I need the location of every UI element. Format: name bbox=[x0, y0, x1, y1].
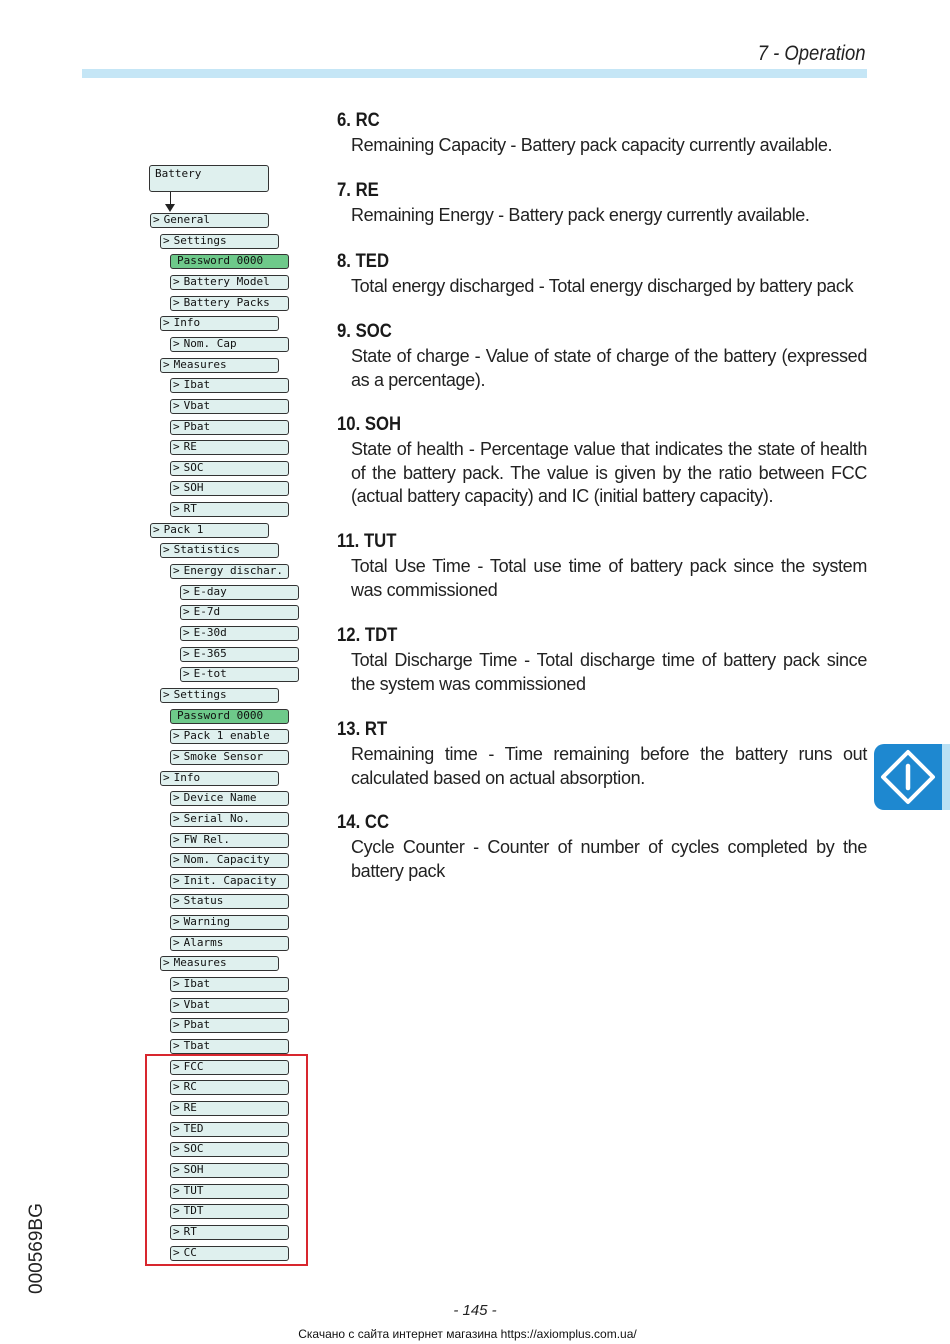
menu-node-label: Info bbox=[173, 316, 201, 330]
menu-node-label: RT bbox=[183, 1224, 197, 1238]
chevron-right-icon: > bbox=[173, 1245, 180, 1259]
info-diamond-icon bbox=[874, 744, 942, 810]
chevron-right-icon: > bbox=[183, 584, 190, 598]
item-heading: 6. RC bbox=[337, 110, 380, 131]
item-description: Remaining Energy - Battery pack energy currently available. bbox=[351, 205, 810, 225]
menu-node-label: General bbox=[163, 213, 210, 226]
chevron-right-icon: > bbox=[173, 997, 180, 1011]
menu-node-label: Password 0000 bbox=[177, 254, 264, 268]
chevron-right-icon: > bbox=[173, 481, 180, 495]
item-rt bbox=[337, 719, 867, 790]
menu-node-label: RC bbox=[183, 1080, 197, 1094]
menu-node-label: RT bbox=[183, 502, 197, 516]
chevron-right-icon: > bbox=[153, 213, 160, 226]
chevron-right-icon: > bbox=[173, 1121, 180, 1135]
menu-node-label: Tbat bbox=[183, 1039, 211, 1052]
chevron-right-icon: > bbox=[163, 770, 170, 784]
menu-node[interactable] bbox=[170, 275, 289, 290]
menu-node-label: TED bbox=[183, 1121, 204, 1135]
menu-node[interactable] bbox=[150, 213, 269, 228]
menu-node-label: Ibat bbox=[183, 977, 211, 990]
item-description: State of charge - Value of state of charge of the battery (expressed as a percentage). bbox=[351, 346, 867, 390]
menu-node[interactable] bbox=[170, 481, 289, 496]
menu-node[interactable] bbox=[180, 585, 299, 600]
chevron-right-icon: > bbox=[183, 667, 190, 681]
menu-node-label: Energy dischar. bbox=[183, 564, 283, 577]
menu-node[interactable] bbox=[160, 543, 279, 558]
menu-node-label: SOH bbox=[183, 481, 204, 495]
menu-node-label: FW Rel. bbox=[183, 832, 230, 846]
menu-node-label: FCC bbox=[183, 1059, 204, 1073]
menu-node-label: Statistics bbox=[173, 543, 240, 557]
chevron-right-icon: > bbox=[173, 1204, 180, 1218]
menu-node[interactable] bbox=[160, 956, 279, 971]
menu-node-label: RE bbox=[183, 440, 197, 454]
menu-arrow-head bbox=[165, 204, 175, 212]
menu-node[interactable] bbox=[170, 1039, 289, 1054]
menu-node-label: TUT bbox=[183, 1183, 204, 1197]
menu-node[interactable] bbox=[170, 894, 289, 909]
menu-node-label: E-30d bbox=[193, 626, 227, 639]
chevron-right-icon: > bbox=[163, 956, 170, 970]
menu-node[interactable] bbox=[170, 750, 289, 765]
menu-node-label: Measures bbox=[173, 956, 227, 970]
item-description: Total Use Time - Total use time of battery pack since the system was commissioned bbox=[351, 556, 867, 600]
menu-node[interactable] bbox=[170, 378, 289, 393]
chevron-right-icon: > bbox=[163, 688, 170, 701]
menu-password-node[interactable] bbox=[170, 254, 289, 269]
menu-node[interactable] bbox=[170, 461, 289, 476]
menu-node[interactable] bbox=[170, 337, 289, 352]
menu-node[interactable] bbox=[170, 998, 289, 1013]
item-heading: 7. RE bbox=[337, 180, 379, 201]
menu-node-label: TDT bbox=[183, 1204, 204, 1218]
chevron-right-icon: > bbox=[183, 605, 190, 619]
menu-node-label: E-7d bbox=[193, 605, 221, 619]
side-tab[interactable] bbox=[874, 744, 942, 810]
item-description: Total Discharge Time - Total discharge time of battery pack since the system was commissioned bbox=[351, 650, 867, 694]
chevron-right-icon: > bbox=[173, 336, 180, 350]
menu-node-label: Nom. Cap bbox=[183, 336, 237, 350]
menu-node-label: Warning bbox=[183, 915, 230, 929]
menu-node[interactable] bbox=[170, 729, 289, 744]
menu-node-label: Measures bbox=[173, 357, 227, 371]
menu-node[interactable] bbox=[170, 874, 289, 889]
menu-node-label: Nom. Capacity bbox=[183, 853, 270, 867]
item-rc bbox=[337, 110, 867, 158]
menu-node[interactable] bbox=[170, 977, 289, 992]
menu-node[interactable] bbox=[170, 936, 289, 951]
menu-node-label: Status bbox=[183, 894, 224, 908]
menu-node-label: Battery Packs bbox=[183, 295, 270, 309]
menu-node[interactable] bbox=[170, 1018, 289, 1033]
menu-node[interactable] bbox=[170, 915, 289, 930]
menu-node-label: Password 0000 bbox=[177, 708, 264, 722]
item-description: Cycle Counter - Counter of number of cycles completed by the battery pack bbox=[351, 837, 867, 881]
menu-node-label: Alarms bbox=[183, 935, 224, 949]
chevron-right-icon: > bbox=[173, 295, 180, 309]
menu-node-label: E-day bbox=[193, 584, 227, 598]
menu-node[interactable] bbox=[180, 667, 299, 682]
chevron-right-icon: > bbox=[173, 1142, 180, 1156]
menu-node[interactable] bbox=[180, 605, 299, 620]
menu-node[interactable] bbox=[180, 626, 299, 641]
item-heading: 12. TDT bbox=[337, 625, 398, 646]
chevron-right-icon: > bbox=[173, 935, 180, 949]
menu-node-label: Info bbox=[173, 770, 201, 784]
menu-node-label: Pack 1 bbox=[163, 522, 204, 536]
menu-node-label: Vbat bbox=[183, 398, 211, 412]
item-heading: 10. SOH bbox=[337, 414, 402, 435]
chevron-right-icon: > bbox=[173, 419, 180, 433]
menu-node-label: Pbat bbox=[183, 1018, 211, 1032]
chevron-right-icon: > bbox=[173, 977, 180, 990]
menu-node[interactable] bbox=[160, 358, 279, 373]
menu-node-label: Pack 1 enable bbox=[183, 729, 270, 743]
menu-node[interactable] bbox=[170, 791, 289, 806]
menu-node-label: RE bbox=[183, 1100, 197, 1114]
menu-node[interactable] bbox=[160, 771, 279, 786]
chevron-right-icon: > bbox=[173, 502, 180, 516]
chevron-right-icon: > bbox=[183, 626, 190, 639]
item-heading: 14. CC bbox=[337, 812, 390, 833]
document-code: 000569BG bbox=[26, 1203, 47, 1294]
chevron-right-icon: > bbox=[173, 378, 180, 392]
item-re bbox=[337, 180, 867, 228]
menu-password-node[interactable] bbox=[170, 709, 289, 724]
item-tdt bbox=[337, 625, 867, 696]
menu-node-label: Device Name bbox=[183, 791, 257, 805]
menu-node-label: Ibat bbox=[183, 378, 211, 392]
chevron-right-icon: > bbox=[173, 811, 180, 825]
chevron-right-icon: > bbox=[173, 1162, 180, 1176]
chevron-right-icon: > bbox=[173, 1080, 180, 1094]
item-heading: 9. SOC bbox=[337, 321, 392, 342]
menu-node[interactable] bbox=[170, 502, 289, 517]
chevron-right-icon: > bbox=[173, 440, 180, 454]
item-tut bbox=[337, 531, 867, 602]
chevron-right-icon: > bbox=[173, 1224, 180, 1238]
menu-node[interactable] bbox=[150, 523, 269, 538]
menu-node-label: Init. Capacity bbox=[183, 873, 277, 887]
item-description: Remaining time - Time remaining before the battery runs out calculated based on actual absorption. bbox=[351, 744, 867, 788]
menu-node[interactable] bbox=[170, 399, 289, 414]
chevron-right-icon: > bbox=[173, 564, 180, 577]
menu-node[interactable] bbox=[160, 234, 279, 249]
chevron-right-icon: > bbox=[173, 791, 180, 805]
menu-node-label: SOC bbox=[183, 1142, 204, 1156]
menu-node-label: E-365 bbox=[193, 646, 227, 660]
menu-node-label: Vbat bbox=[183, 997, 211, 1011]
menu-node[interactable] bbox=[170, 564, 289, 579]
chevron-right-icon: > bbox=[173, 1059, 180, 1073]
download-note: Скачано с сайта интернет магазина https://axiomplus.com.ua/ bbox=[298, 1327, 637, 1341]
menu-node[interactable] bbox=[170, 296, 289, 311]
menu-node[interactable] bbox=[170, 420, 289, 435]
chevron-right-icon: > bbox=[173, 460, 180, 474]
menu-node-label: SOC bbox=[183, 460, 204, 474]
chevron-right-icon: > bbox=[173, 853, 180, 867]
item-heading: 8. TED bbox=[337, 251, 390, 272]
item-description: State of health - Percentage value that indicates the state of health of the battery pack. The value is given by the ratio between FCC (actual battery capacity) and IC (initial battery capacity). bbox=[351, 439, 867, 506]
menu-node[interactable] bbox=[160, 316, 279, 331]
chevron-right-icon: > bbox=[173, 915, 180, 929]
item-soh bbox=[337, 414, 867, 509]
menu-node-label: Serial No. bbox=[183, 811, 250, 825]
item-cc bbox=[337, 812, 867, 883]
menu-node[interactable] bbox=[160, 688, 279, 703]
item-heading: 13. RT bbox=[337, 719, 388, 740]
chevron-right-icon: > bbox=[173, 274, 180, 288]
menu-node[interactable] bbox=[180, 647, 299, 662]
chevron-right-icon: > bbox=[163, 316, 170, 330]
chevron-right-icon: > bbox=[183, 646, 190, 660]
chevron-right-icon: > bbox=[173, 1039, 180, 1052]
menu-node-label: E-tot bbox=[193, 667, 227, 681]
menu-node-label: Settings bbox=[173, 688, 227, 701]
chevron-right-icon: > bbox=[173, 729, 180, 743]
chevron-right-icon: > bbox=[173, 1100, 180, 1114]
menu-node[interactable] bbox=[170, 833, 289, 848]
header-bar bbox=[82, 69, 867, 78]
chevron-right-icon: > bbox=[163, 543, 170, 557]
chevron-right-icon: > bbox=[163, 233, 170, 247]
item-heading: 11. TUT bbox=[337, 531, 397, 552]
chevron-right-icon: > bbox=[173, 749, 180, 763]
chevron-right-icon: > bbox=[173, 832, 180, 846]
highlight-box bbox=[145, 1054, 308, 1266]
menu-node[interactable] bbox=[170, 812, 289, 827]
menu-node-label: Smoke Sensor bbox=[183, 749, 264, 763]
chevron-right-icon: > bbox=[173, 1183, 180, 1197]
menu-node-label: Battery Model bbox=[183, 274, 270, 288]
item-description: Total energy discharged - Total energy discharged by battery pack bbox=[351, 276, 854, 296]
item-description: Remaining Capacity - Battery pack capacity currently available. bbox=[351, 135, 833, 155]
chevron-right-icon: > bbox=[173, 873, 180, 887]
chevron-right-icon: > bbox=[173, 398, 180, 412]
chevron-right-icon: > bbox=[153, 522, 160, 536]
page-number: - 145 - bbox=[453, 1302, 497, 1319]
menu-node-label: Settings bbox=[173, 233, 227, 247]
menu-root: Battery bbox=[149, 165, 269, 192]
item-ted bbox=[337, 251, 867, 299]
chevron-right-icon: > bbox=[173, 894, 180, 908]
section-title: 7 - Operation bbox=[758, 42, 866, 65]
menu-node-label: CC bbox=[183, 1245, 197, 1259]
chevron-right-icon: > bbox=[173, 1018, 180, 1032]
chevron-right-icon: > bbox=[163, 357, 170, 371]
menu-node[interactable] bbox=[170, 440, 289, 455]
menu-node[interactable] bbox=[170, 853, 289, 868]
item-soc bbox=[337, 321, 867, 392]
menu-node-label: SOH bbox=[183, 1162, 204, 1176]
menu-node-label: Pbat bbox=[183, 419, 211, 433]
